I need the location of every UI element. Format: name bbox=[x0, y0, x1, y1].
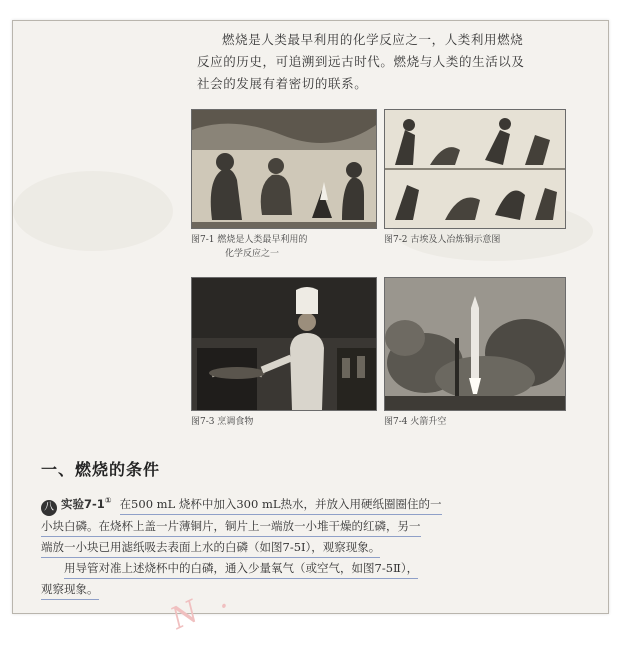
figure-7-3-caption bbox=[191, 415, 253, 429]
figure-7-3-image bbox=[191, 277, 377, 411]
footnote-mark: ① bbox=[104, 496, 112, 505]
caption-line: 图7-2 古埃及人冶炼铜示意图 bbox=[384, 235, 501, 245]
watermark: N . bbox=[165, 578, 238, 637]
experiment-title bbox=[61, 497, 112, 511]
figure-7-4-image bbox=[384, 277, 566, 411]
figure-7-2-caption bbox=[384, 233, 500, 247]
experiment-block bbox=[41, 491, 593, 600]
experiment-text-line: 在500 mL 烧杯中加入300 mL热水，并放入用硬纸圈圈住的一 bbox=[120, 494, 442, 515]
figure-7-2-image bbox=[384, 109, 566, 229]
experiment-text-line: 小块白磷。在烧杯上盖一片薄铜片，铜片上一端放一小堆干燥的红磷，另一 bbox=[41, 516, 421, 537]
caption-line: 化学反应之一 bbox=[225, 249, 280, 259]
experiment-title-text: 实验7-1 bbox=[61, 496, 105, 511]
intro-line: 反应的历史，可追溯到远古时代。燃烧与人类的生活以及 bbox=[197, 54, 525, 69]
caption-line: 图7-3 烹调食物 bbox=[191, 417, 254, 427]
textbook-page bbox=[12, 20, 609, 614]
intro-line: 燃烧是人类最早利用的化学反应之一，人类利用燃烧 bbox=[222, 32, 524, 47]
experiment-first-line bbox=[41, 491, 593, 516]
page-stain bbox=[13, 171, 173, 251]
experiment-text-line: 端放一小块已用滤纸吸去表面上水的白磷（如图7-5Ⅰ），观察现象。 bbox=[41, 537, 380, 558]
figure-7-4-caption bbox=[384, 415, 446, 429]
intro-line: 社会的发展有着密切的联系。 bbox=[197, 76, 368, 91]
figure-7-1-image bbox=[191, 109, 377, 229]
figure-7-1-caption bbox=[191, 233, 307, 261]
caption-line: 图7-4 火箭升空 bbox=[384, 417, 447, 427]
experiment-text-line: 观察现象。 bbox=[41, 579, 99, 600]
caption-line: 图7-1 燃烧是人类最早利用的 bbox=[191, 235, 308, 245]
experiment-icon: 八 bbox=[41, 500, 57, 516]
experiment-text-line: 用导管对准上述烧杯中的白磷，通入少量氧气（或空气，如图7-5Ⅱ）， bbox=[64, 558, 418, 579]
intro-paragraph bbox=[197, 29, 581, 95]
section-heading: 一、燃烧的条件 bbox=[41, 460, 161, 479]
